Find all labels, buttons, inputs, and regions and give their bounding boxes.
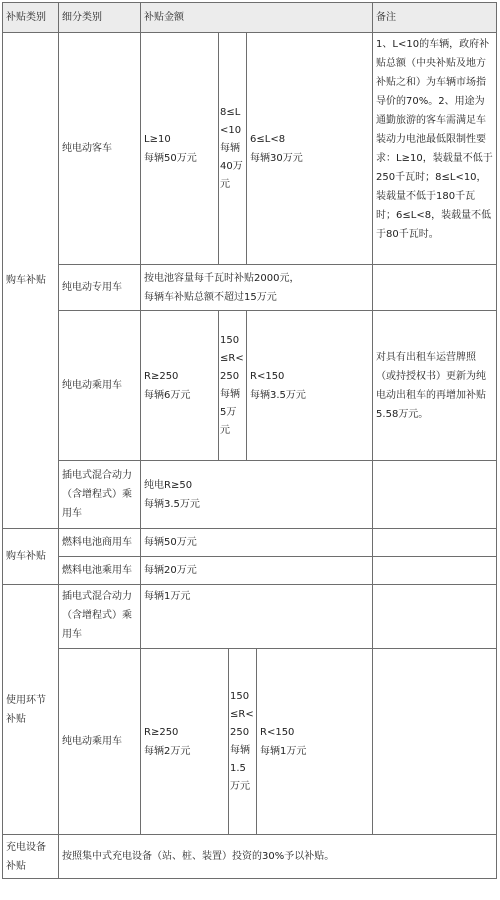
fuelcell-passenger-amount: 每辆20万元: [141, 557, 373, 585]
usage-ev-note: [373, 649, 497, 835]
sub-passenger: 纯电动乘用车: [59, 311, 141, 461]
usage-ev-tier3-amount: 每辆1万元: [260, 745, 307, 757]
table-row: [3, 835, 497, 879]
header-row: [3, 3, 497, 33]
phev-note: [373, 461, 497, 529]
category-usage: 使用环节补贴: [3, 585, 59, 835]
special-amount: [141, 265, 373, 311]
category-purchase-2: 购车补贴: [3, 529, 59, 585]
bus-tier3-amount: 每辆30万元: [250, 152, 303, 164]
bus-tier2: 8≤L<10每辆40万元: [219, 33, 247, 265]
special-line1: 按电池容量每千瓦时补贴2000元，: [144, 272, 300, 284]
table-row: [3, 557, 497, 585]
table-row: [3, 311, 497, 461]
table-row: [3, 585, 497, 649]
subsidy-table: [2, 2, 497, 879]
passenger-tier3-amount: 每辆3.5万元: [250, 389, 306, 401]
phev-amount-value: 每辆3.5万元: [144, 498, 200, 510]
category-charging: 充电设备补贴: [3, 835, 59, 879]
table-row: [3, 649, 497, 835]
bus-note: 1、L<10的车辆，政府补贴总额（中央补贴及地方补贴之和）为车辆市场指导价的70%。2、用途为通勤旅游的客车需满足车装动力电池最低限制性要求：L≥10，装载量不低于250千瓦时；8≤L<10，装载量不低于180千瓦时；6≤L<8，装载量不低于80千瓦时。: [373, 33, 497, 265]
bus-tier1-cond: L≥10: [144, 133, 171, 145]
table-row: [3, 33, 497, 265]
usage-ev-tier1-cond: R≥250: [144, 726, 179, 738]
header-amount: 补贴金额: [141, 3, 373, 33]
sub-bus: 纯电动客车: [59, 33, 141, 265]
sub-usage-phev: 插电式混合动力（含增程式）乘用车: [59, 585, 141, 649]
header-note: 备注: [373, 3, 497, 33]
special-line2: 每辆车补贴总额不超过15万元: [144, 291, 277, 303]
phev-amount: [141, 461, 373, 529]
sub-special: 纯电动专用车: [59, 265, 141, 311]
bus-tier1: [141, 33, 219, 265]
usage-ev-tier2: 150≤R<250每辆1.5万元: [229, 649, 257, 835]
sub-usage-ev: 纯电动乘用车: [59, 649, 141, 835]
passenger-tier3-cond: R<150: [250, 370, 285, 382]
bus-tier3: [247, 33, 373, 265]
special-note: [373, 265, 497, 311]
table-row: [3, 529, 497, 557]
header-category: 补贴类别: [3, 3, 59, 33]
passenger-tier1: [141, 311, 219, 461]
fuelcell-commercial-amount: 每辆50万元: [141, 529, 373, 557]
header-subcategory: 细分类别: [59, 3, 141, 33]
usage-ev-tier3-cond: R<150: [260, 726, 295, 738]
passenger-tier3: [247, 311, 373, 461]
fuelcell-passenger-note: [373, 557, 497, 585]
table-row: [3, 265, 497, 311]
passenger-note: 对具有出租车运营牌照（或持授权书）更新为纯电动出租车的再增加补贴5.58万元。: [373, 311, 497, 461]
usage-phev-note: [373, 585, 497, 649]
category-purchase: 购车补贴: [3, 33, 59, 529]
usage-ev-tier1-amount: 每辆2万元: [144, 745, 191, 757]
sub-fuelcell-passenger: 燃料电池乘用车: [59, 557, 141, 585]
fuelcell-commercial-note: [373, 529, 497, 557]
passenger-tier1-amount: 每辆6万元: [144, 389, 191, 401]
bus-tier3-cond: 6≤L<8: [250, 133, 286, 145]
usage-ev-tier1: [141, 649, 229, 835]
charging-text: 按照集中式充电设备（站、桩、装置）投资的30%予以补贴。: [59, 835, 497, 879]
sub-fuelcell-commercial: 燃料电池商用车: [59, 529, 141, 557]
passenger-tier1-cond: R≥250: [144, 370, 179, 382]
phev-cond: 纯电R≥50: [144, 479, 193, 491]
usage-phev-amount: 每辆1万元: [141, 585, 373, 649]
usage-ev-tier3: [257, 649, 373, 835]
table-row: [3, 461, 497, 529]
passenger-tier2: 150≤R<250每辆5万元: [219, 311, 247, 461]
bus-tier1-amount: 每辆50万元: [144, 152, 197, 164]
sub-phev: 插电式混合动力（含增程式）乘用车: [59, 461, 141, 529]
